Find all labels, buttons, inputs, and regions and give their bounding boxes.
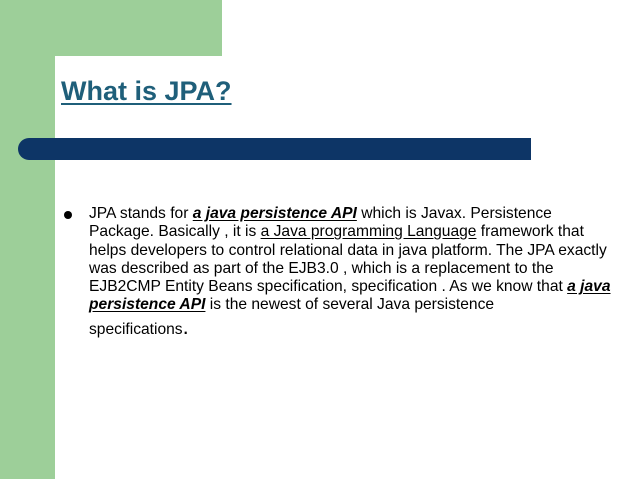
text-segment: framework that helps developers to control relational data in java platform. The JPA exactly was described as part of the EJB3.0 , which is a replacement to the EJB2CMP Entity Beans specification, specification . As we know that [89, 223, 607, 296]
bullet-item [60, 205, 615, 339]
decorative-green-strip [0, 0, 55, 479]
link-java-persistence-api-2[interactable]: a java persistence API [89, 278, 611, 314]
text-segment: is the newest of several Java persistence [205, 296, 495, 314]
link-java-programming-language[interactable]: a Java programming Language [260, 223, 477, 241]
bullet-dot-icon [64, 211, 72, 219]
title-underline-bar [18, 138, 531, 160]
text-segment: specifications [89, 320, 183, 338]
bullet-list [60, 205, 615, 339]
text-segment: which is Javax. Persistence Package. Basically , it is [89, 205, 552, 241]
final-period: . [182, 313, 189, 339]
text-segment: JPA stands for [89, 205, 193, 222]
last-line [89, 313, 189, 339]
bullet-text [89, 205, 615, 339]
link-java-persistence-api[interactable]: a java persistence API [192, 205, 357, 222]
slide-title: What is JPA? [61, 76, 232, 106]
